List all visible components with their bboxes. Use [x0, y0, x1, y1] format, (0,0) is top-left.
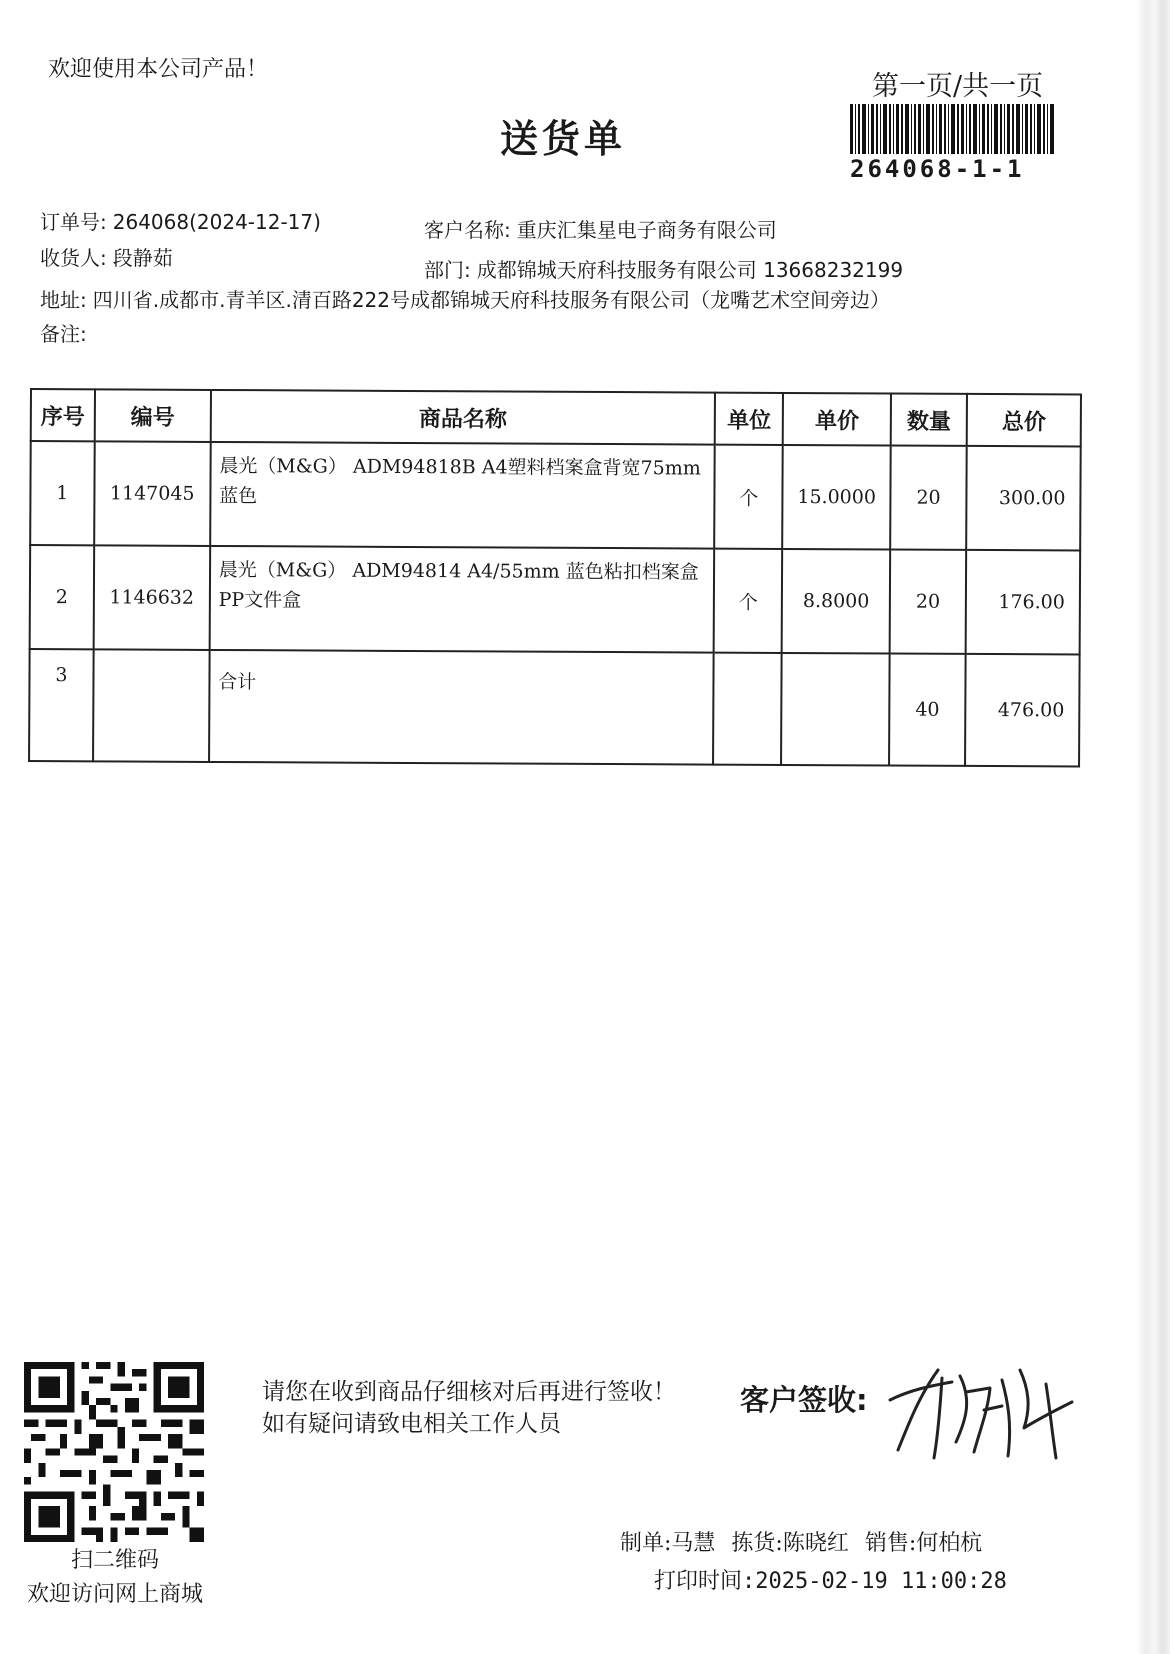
cell-total: 176.00 [966, 550, 1080, 655]
header-unit: 单位 [715, 393, 783, 445]
cell-summary-label: 合计 [209, 650, 714, 765]
print-time: 打印时间:2025-02-19 11:00:28 [654, 1569, 1007, 1594]
cell-unit: 个 [715, 445, 783, 549]
header-product-name: 商品名称 [210, 390, 715, 445]
table-row [30, 441, 1081, 550]
qr-caption-line2: 欢迎访问网上商城 [26, 1582, 203, 1607]
header-seq: 序号 [31, 389, 95, 441]
department [424, 254, 903, 283]
header-total: 总价 [967, 394, 1081, 447]
scan-edge-shadow [1136, 0, 1170, 1654]
cell-code: 1146632 [93, 545, 209, 650]
header-code: 编号 [95, 389, 211, 442]
cell-seq: 1 [30, 441, 94, 545]
qr-caption [10, 1544, 220, 1612]
notice-text: 请您在收到商品仔细核对后再进行签收！如有疑问请致电相关工作人员 [262, 1379, 676, 1437]
dept-label: 部门: [424, 258, 471, 282]
cell-seq: 3 [29, 649, 93, 761]
barcode [850, 104, 1054, 154]
cell-code [93, 649, 209, 762]
signature-label: 客户签收: [740, 1383, 868, 1417]
order-value: 264068(2024-12-17) [112, 210, 321, 234]
cell-unit-price: 8.8000 [782, 549, 890, 654]
customer-name [424, 214, 777, 243]
handwritten-signature [880, 1340, 1080, 1470]
picker: 拣货:陈晓红 [731, 1531, 849, 1556]
dept-value: 成都锦城天府科技服务有限公司 13668232199 [476, 258, 904, 282]
cell-code: 1147045 [94, 441, 210, 546]
qr-caption-line1: 扫二维码 [70, 1548, 159, 1573]
barcode-number: 264068-1-1 [850, 155, 1025, 183]
maker: 制单:马慧 [620, 1531, 716, 1556]
remark-label: 备注: [40, 322, 87, 346]
cell-total-quantity: 40 [889, 654, 965, 766]
cell-unit-price: 15.0000 [782, 445, 890, 550]
cell-unit: 个 [714, 549, 782, 653]
cell-unit [714, 653, 782, 765]
header-quantity: 数量 [891, 394, 967, 446]
staff-info [620, 1526, 998, 1557]
customer-value: 重庆汇集星电子商务有限公司 [516, 218, 777, 242]
order-number [40, 206, 321, 235]
page-indicator: 第一页/共一页 [872, 71, 1044, 102]
remark [40, 318, 87, 347]
cell-unit-price [781, 653, 889, 766]
qr-code [24, 1362, 204, 1542]
cell-grand-total: 476.00 [965, 654, 1080, 767]
cell-seq: 2 [30, 545, 94, 649]
customer-label: 客户名称: [424, 218, 511, 242]
receiver-value: 段静茹 [112, 246, 173, 270]
receiver [40, 242, 173, 271]
cell-quantity: 20 [890, 446, 966, 550]
address-value: 四川省.成都市.青羊区.清百路222号成都锦城天府科技服务有限公司（龙嘴艺术空间旁边） [92, 288, 890, 312]
document-title: 送货单 [500, 117, 627, 161]
items-table [28, 388, 1082, 768]
welcome-text: 欢迎使用本公司产品！ [48, 57, 269, 82]
address-label: 地址: [40, 288, 87, 312]
cell-total: 300.00 [966, 446, 1080, 551]
address [40, 284, 1040, 313]
table-row-summary [29, 649, 1080, 766]
order-label: 订单号: [40, 210, 107, 234]
cell-product-name: 晨光（M&G） ADM94814 A4/55mm 蓝色粘扣档案盒 PP文件盒 [209, 546, 714, 653]
header-unit-price: 单价 [783, 393, 891, 446]
table-row [30, 545, 1081, 654]
table-header-row [31, 389, 1081, 446]
receiver-label: 收货人: [40, 246, 107, 270]
cell-quantity: 20 [890, 550, 966, 654]
cell-product-name: 晨光（M&G） ADM94818B A4塑料档案盒背宽75mm 蓝色 [210, 442, 715, 549]
salesperson: 销售:何柏杭 [864, 1531, 983, 1556]
